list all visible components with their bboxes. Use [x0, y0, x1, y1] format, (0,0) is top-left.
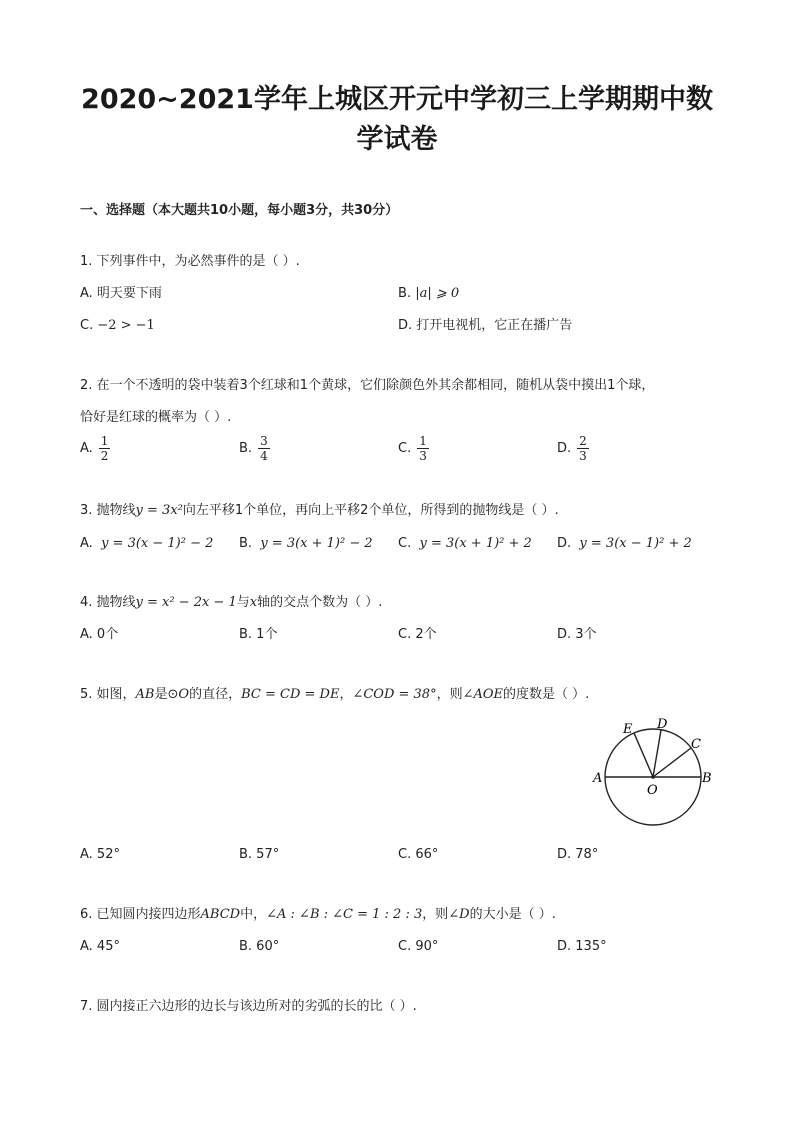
stem-math: ∠D — [448, 907, 470, 922]
question-6-stem — [80, 906, 556, 924]
question-3-option-a — [80, 535, 213, 553]
option-math: y = 3(x − 1)² − 2 — [101, 536, 214, 551]
stem-text: 轴的交点个数为（ ）. — [257, 595, 383, 610]
section-heading: 一、选择题（本大题共10小题，每小题3分，共30分） — [80, 203, 399, 218]
stem-text: 4. 抛物线 — [80, 595, 136, 610]
stem-math: ABCD — [200, 907, 241, 922]
question-5-stem — [80, 686, 589, 704]
stem-text: ，则 — [436, 687, 463, 702]
stem-text: 向左平移1个单位，再向上平移2个单位，所得到的抛物线是（ ）. — [182, 503, 559, 518]
question-2-option-b — [239, 434, 270, 463]
radius-od — [653, 730, 661, 777]
question-1-option-d: D. 打开电视机，它正在播广告 — [398, 318, 573, 333]
stem-math: y = 3x² — [135, 503, 183, 518]
stem-math: ∠A : ∠B : ∠C = 1 : 2 : 3 — [266, 907, 423, 922]
stem-text: 中， — [240, 907, 267, 922]
question-6-option-d: D. 135° — [557, 939, 607, 954]
label-c: C — [691, 737, 701, 752]
question-5-option-d: D. 78° — [557, 847, 599, 862]
question-1-option-b — [398, 285, 459, 303]
label-d: D — [657, 717, 668, 732]
stem-math: x — [249, 595, 258, 610]
option-label: D. — [557, 441, 572, 456]
denominator: 3 — [419, 449, 427, 463]
option-math: y = 3(x + 1)² − 2 — [260, 536, 373, 551]
stem-text: ， — [339, 687, 353, 702]
stem-text: 6. 已知圆内接四边形 — [80, 907, 201, 922]
question-6-option-b: B. 60° — [239, 939, 280, 954]
question-2-option-d — [557, 434, 589, 463]
question-4-option-b: B. 1个 — [239, 627, 278, 642]
denominator: 2 — [100, 449, 109, 463]
option-label: C. — [80, 318, 98, 333]
stem-text: 是⊙ — [154, 687, 179, 702]
denominator: 3 — [579, 449, 587, 463]
question-1-option-c — [80, 317, 155, 335]
question-4-option-d: D. 3个 — [557, 627, 597, 642]
numerator: 3 — [260, 434, 268, 448]
option-label: C. — [398, 441, 412, 456]
stem-text: 5. 如图， — [80, 687, 136, 702]
question-4-option-a: A. 0个 — [80, 627, 119, 642]
title-line-1: 2020~2021学年上城区开元中学初三上学期期中数 — [81, 84, 713, 115]
question-5-option-c: C. 66° — [398, 847, 439, 862]
option-fraction — [99, 434, 111, 463]
question-1-stem: 1. 下列事件中，为必然事件的是（ ）. — [80, 254, 300, 269]
question-7-stem: 7. 圆内接正六边形的边长与该边所对的劣弧的长的比（ ）. — [80, 999, 417, 1014]
stem-text: 的度数是（ ）. — [503, 687, 590, 702]
question-3-option-b — [239, 535, 373, 553]
question-5-option-b: B. 57° — [239, 847, 280, 862]
option-math: y = 3(x − 1)² + 2 — [579, 536, 692, 551]
stem-text: 与 — [236, 595, 250, 610]
question-4-stem — [80, 594, 382, 612]
option-math: y = 3(x + 1)² + 2 — [419, 536, 532, 551]
option-math: −2 > −1 — [97, 318, 155, 333]
question-2-stem-line-2: 恰好是红球的概率为（ ）. — [80, 410, 232, 425]
page-title — [60, 80, 734, 160]
option-label: A. — [80, 536, 93, 551]
stem-text: 的大小是（ ）. — [469, 907, 556, 922]
option-math: |a| ⩾ 0 — [415, 286, 460, 301]
stem-math: O — [178, 687, 190, 702]
option-label: B. — [239, 441, 253, 456]
question-2-option-a — [80, 434, 110, 463]
question-4-option-c: C. 2个 — [398, 627, 437, 642]
option-label: B. — [398, 286, 416, 301]
denominator: 4 — [260, 449, 268, 463]
numerator: 1 — [100, 434, 109, 448]
stem-text: ，则 — [422, 907, 449, 922]
option-fraction — [417, 434, 429, 463]
option-label: B. — [239, 536, 253, 551]
label-o: O — [647, 783, 658, 798]
numerator: 2 — [579, 434, 587, 448]
option-label: C. — [398, 536, 412, 551]
circle-diagram — [590, 715, 720, 835]
question-3-option-c — [398, 535, 532, 553]
label-a: A — [593, 771, 603, 786]
stem-math: y = x² − 2x − 1 — [135, 595, 237, 610]
question-5-option-a: A. 52° — [80, 847, 120, 862]
title-line-2: 学试卷 — [356, 124, 438, 155]
stem-math-arcs: BC = CD = DE — [241, 687, 340, 702]
stem-math: ∠AOE — [462, 687, 504, 702]
label-e: E — [623, 722, 633, 737]
question-6-option-a: A. 45° — [80, 939, 120, 954]
stem-math: ∠COD = 38° — [352, 687, 437, 702]
option-fraction — [258, 434, 270, 463]
question-1-option-a: A. 明天要下雨 — [80, 286, 162, 301]
stem-math: AB — [135, 687, 155, 702]
question-3-option-d — [557, 535, 692, 553]
question-2-option-c — [398, 434, 429, 463]
option-label: D. — [557, 536, 572, 551]
radius-oc — [653, 748, 691, 777]
question-6-option-c: C. 90° — [398, 939, 439, 954]
stem-text: 的直径， — [189, 687, 242, 702]
option-fraction — [577, 434, 589, 463]
numerator: 1 — [419, 434, 427, 448]
stem-text: 3. 抛物线 — [80, 503, 136, 518]
question-2-stem-line-1: 2. 在一个不透明的袋中装着3个红球和1个黄球，它们除颜色外其余都相同，随机从袋中摸出1个球， — [80, 378, 655, 393]
question-3-stem — [80, 502, 559, 520]
label-b: B — [702, 771, 712, 786]
radius-oe — [634, 733, 653, 777]
option-label: A. — [80, 441, 93, 456]
center-point — [651, 775, 655, 779]
